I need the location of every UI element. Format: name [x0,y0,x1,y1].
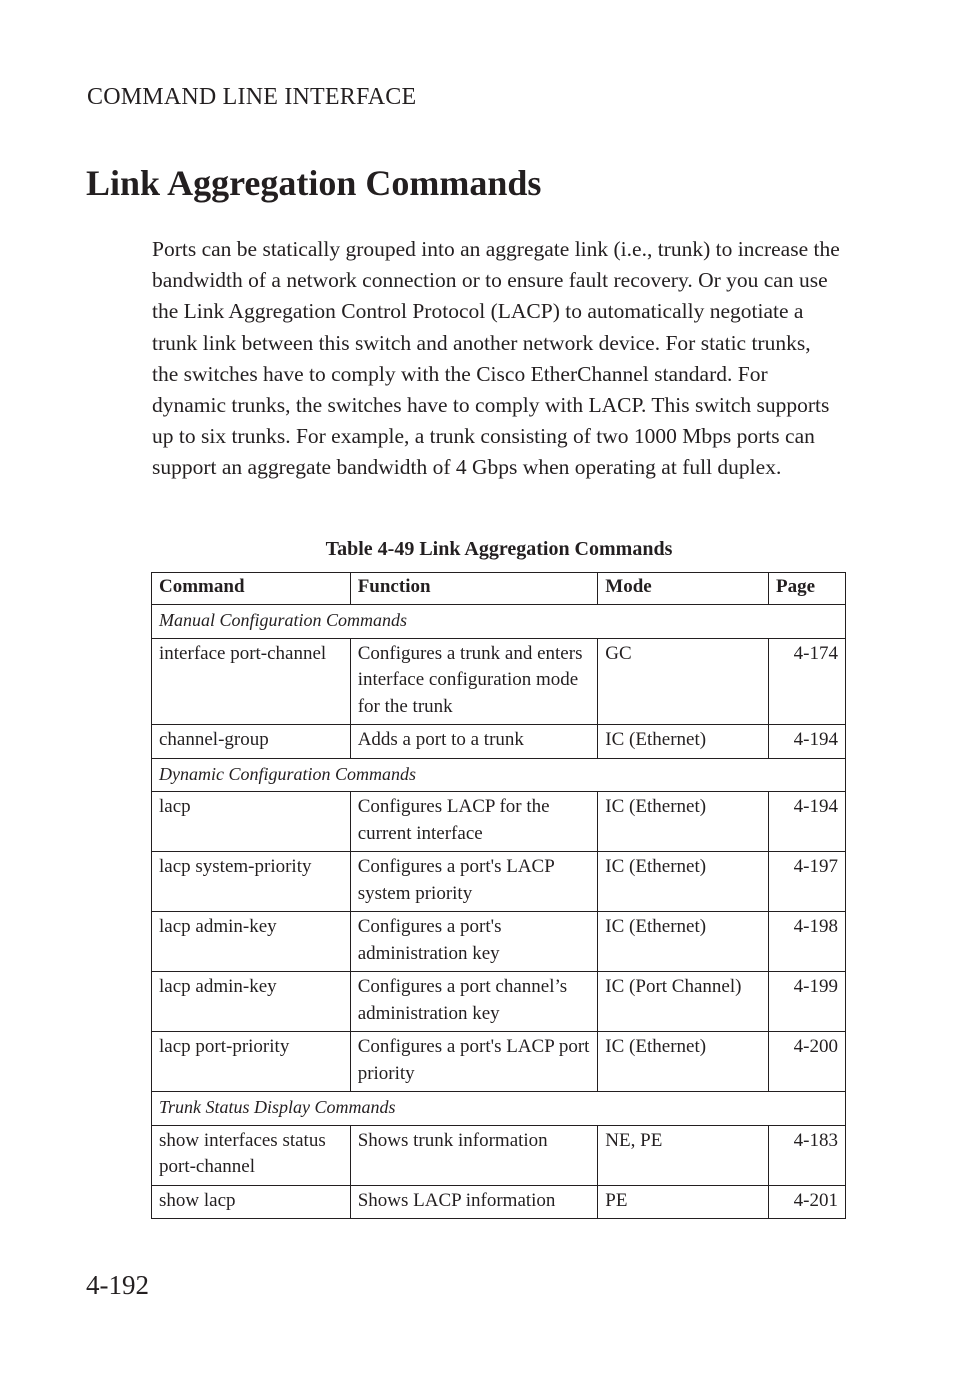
cell-function: Configures a port's LACP port priority [350,1032,598,1092]
cell-page: 4-199 [769,972,846,1032]
header-command: Command [152,573,351,605]
cell-command: lacp admin-key [152,972,351,1032]
header-function: Function [350,573,598,605]
cell-page: 4-201 [769,1185,846,1219]
cell-mode: IC (Ethernet) [598,1032,769,1092]
body-paragraph: Ports can be statically grouped into an aggregate link (i.e., trunk) to increase the bandwidth of a network connection or to ensure fault recovery. Or you can use the Link Aggregation Control Protocol (LACP) to automatically negotiate a trunk link between this switch and another network device. For static trunks, the switches have to comply with the Cisco EtherChannel standard. For dynamic trunks, the switches have to comply with LACP. This switch supports up to six trunks. For example, a trunk consisting of two 1000 Mbps ports can support an aggregate bandwidth of 4 Gbps when operating at full duplex. [152,237,840,480]
commands-table [151,572,846,1219]
table-caption: Table 4-49 Link Aggregation Commands [325,538,673,560]
section-title: Dynamic Configuration Commands [152,758,846,792]
cell-command: show lacp [152,1185,351,1219]
cell-function: Shows trunk information [350,1125,598,1185]
table-row [152,972,846,1032]
cell-mode: IC (Ethernet) [598,792,769,852]
table-row [152,1125,846,1185]
cell-function: Shows LACP information [350,1185,598,1219]
page-number: 4-192 [86,1270,149,1300]
cell-page: 4-174 [769,638,846,725]
cell-function: Configures a port channel’s administration key [350,972,598,1032]
cell-page: 4-194 [769,792,846,852]
section-row [152,605,846,639]
cell-mode: NE, PE [598,1125,769,1185]
table-header-row [152,573,846,605]
cell-command: lacp admin-key [152,912,351,972]
cell-command: lacp [152,792,351,852]
cell-command: interface port-channel [152,638,351,725]
table-row [152,852,846,912]
cell-command: channel-group [152,725,351,759]
section-row [152,758,846,792]
cell-command: lacp port-priority [152,1032,351,1092]
page-title: Link Aggregation Commands [86,163,542,203]
section-row [152,1092,846,1126]
table-body [152,605,846,1219]
cell-function: Configures a port's administration key [350,912,598,972]
cell-mode: IC (Port Channel) [598,972,769,1032]
cell-function: Configures a port's LACP system priority [350,852,598,912]
cell-page: 4-198 [769,912,846,972]
cell-mode: IC (Ethernet) [598,912,769,972]
table-row [152,1032,846,1092]
cell-command: show interfaces status port-channel [152,1125,351,1185]
cell-mode: IC (Ethernet) [598,852,769,912]
table-row [152,912,846,972]
cell-mode: PE [598,1185,769,1219]
cell-page: 4-197 [769,852,846,912]
table-row [152,792,846,852]
table-row [152,1185,846,1219]
cell-page: 4-183 [769,1125,846,1185]
header-page: Page [769,573,846,605]
cell-function: Adds a port to a trunk [350,725,598,759]
running-head: COMMAND LINE INTERFACE [87,84,417,110]
cell-function: Configures a trunk and enters interface configuration mode for the trunk [350,638,598,725]
section-title: Trunk Status Display Commands [152,1092,846,1126]
cell-command: lacp system-priority [152,852,351,912]
table-row [152,725,846,759]
cell-mode: IC (Ethernet) [598,725,769,759]
cell-page: 4-200 [769,1032,846,1092]
table-row [152,638,846,725]
cell-page: 4-194 [769,725,846,759]
cell-mode: GC [598,638,769,725]
header-mode: Mode [598,573,769,605]
cell-function: Configures LACP for the current interface [350,792,598,852]
section-title: Manual Configuration Commands [152,605,846,639]
